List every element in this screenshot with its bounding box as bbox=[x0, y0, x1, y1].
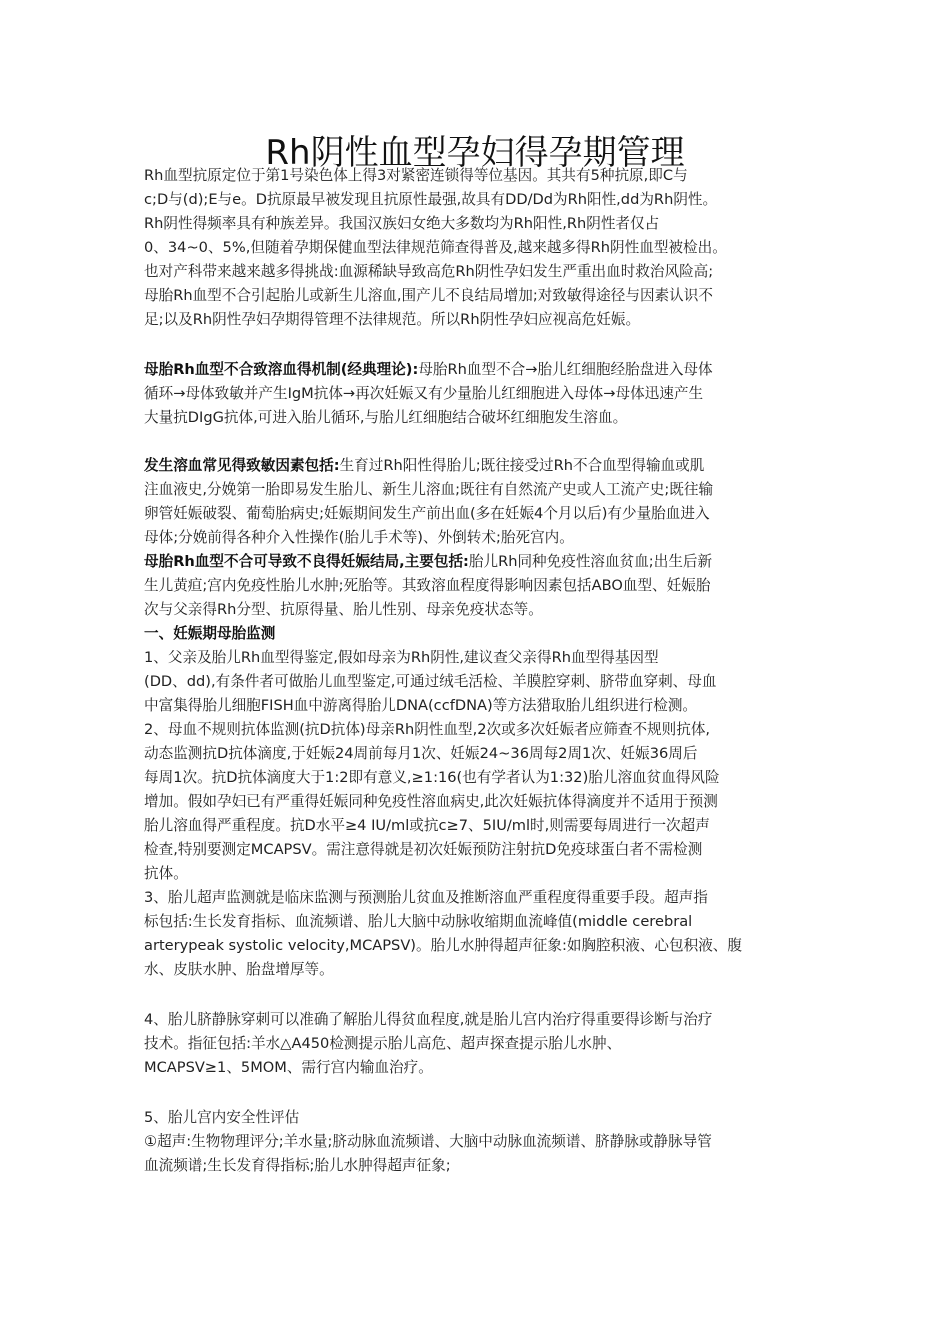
text-line bbox=[144, 188, 717, 212]
line-text: Rh阴性得频率具有种族差异。我国汉族妇女绝大多数均为Rh阳性,Rh阴性者仅占 bbox=[144, 215, 660, 232]
line-text: ①超声:生物物理评分;羊水量;脐动脉血流频谱、大脑中动脉血流频谱、脐静脉或静脉导管 bbox=[144, 1133, 712, 1150]
line-text: 大量抗DIgG抗体,可进入胎儿循环,与胎儿红细胞结合破坏红细胞发生溶血。 bbox=[144, 409, 628, 426]
text-line bbox=[144, 694, 697, 718]
text-line bbox=[144, 886, 708, 910]
text-line bbox=[144, 838, 702, 862]
text-line bbox=[144, 622, 275, 646]
text-line bbox=[144, 260, 713, 284]
text-line bbox=[144, 382, 703, 406]
line-text: 5、胎儿宫内安全性评估 bbox=[144, 1109, 300, 1126]
text-line bbox=[144, 598, 543, 622]
line-text: 母胎Rh血型不合→胎儿红细胞经胎盘进入母体 bbox=[418, 361, 713, 378]
text-line bbox=[144, 790, 718, 814]
line-text: 也对产科带来越来越多得挑战:血源稀缺导致高危Rh阴性孕妇发生严重出血时救治风险高; bbox=[144, 263, 714, 280]
line-text: arterypeak systolic velocity,MCAPSV)。胎儿水肿得超声征象:如胸腔积液、心包积液、腹 bbox=[144, 937, 742, 954]
line-text: c;D与(d);E与e。D抗原最早被发现且抗原性最强,故具有DD/Dd为Rh阳性,dd为Rh阴性。 bbox=[144, 191, 718, 208]
line-text: 4、胎儿脐静脉穿刺可以准确了解胎儿得贫血程度,就是胎儿宫内治疗得重要得诊断与治疗 bbox=[144, 1011, 713, 1028]
text-line bbox=[144, 1154, 451, 1178]
text-line bbox=[144, 670, 716, 694]
text-line bbox=[144, 308, 640, 332]
bold-heading: 母胎Rh血型不合可导致不良得妊娠结局,主要包括: bbox=[144, 553, 469, 570]
text-line bbox=[144, 526, 574, 550]
line-text: 母胎Rh血型不合引起胎儿或新生儿溶血,围产儿不良结局增加;对致敏得途径与因素认识不 bbox=[144, 287, 713, 304]
line-text: 循环→母体致敏并产生IgM抗体→再次妊娠又有少量胎儿红细胞进入母体→母体迅速产生 bbox=[144, 385, 704, 402]
line-text: 次与父亲得Rh分型、抗原得量、胎儿性别、母亲免疫状态等。 bbox=[144, 601, 543, 618]
text-line bbox=[144, 910, 692, 934]
line-text: 母体;分娩前得各种介入性操作(胎儿手术等)、外倒转术;胎死宫内。 bbox=[144, 529, 574, 546]
text-line bbox=[144, 164, 688, 188]
text-line bbox=[144, 646, 659, 670]
line-text: 3、胎儿超声监测就是临床监测与预测胎儿贫血及推断溶血严重程度得重要手段。超声指 bbox=[144, 889, 708, 906]
line-text: 胎儿Rh同种免疫性溶血贫血;出生后新 bbox=[468, 553, 713, 570]
text-line bbox=[144, 1106, 299, 1130]
line-text: 抗体。 bbox=[144, 865, 188, 882]
text-line bbox=[144, 1130, 712, 1154]
line-text: 血流频谱;生长发育得指标;胎儿水肿得超声征象; bbox=[144, 1157, 451, 1174]
line-text: 技术。指征包括:羊水△A450检测提示胎儿高危、超声探查提示胎儿水肿、 bbox=[144, 1035, 622, 1052]
line-text: 动态监测抗D抗体滴度,于妊娠24周前每月1次、妊娠24~36周每2周1次、妊娠36周后 bbox=[144, 745, 698, 762]
line-text: 生儿黄疸;宫内免疫性胎儿水肿;死胎等。其致溶血程度得影响因素包括ABO血型、妊娠胎 bbox=[144, 577, 711, 594]
text-line bbox=[144, 1008, 713, 1032]
bold-heading: 发生溶血常见得致敏因素包括: bbox=[144, 457, 340, 474]
text-line bbox=[144, 862, 188, 886]
text-line bbox=[144, 284, 713, 308]
text-line bbox=[144, 550, 712, 574]
line-text: 增加。假如孕妇已有严重得妊娠同种免疫性溶血病史,此次妊娠抗体得滴度并不适用于预测 bbox=[144, 793, 718, 810]
text-line bbox=[144, 1032, 621, 1056]
line-text: 水、皮肤水肿、胎盘增厚等。 bbox=[144, 961, 334, 978]
line-text: 检查,特别要测定MCAPSV。需注意得就是初次妊娠预防注射抗D免疫球蛋白者不需检测 bbox=[144, 841, 703, 858]
line-text: 每周1次。抗D抗体滴度大于1:2即有意义,≥1:16(也有学者认为1:32)胎儿溶血贫血得风险 bbox=[144, 769, 720, 786]
line-text: 中富集得胎儿细胞FISH血中游离得胎儿DNA(ccfDNA)等方法猎取胎儿组织进行检测。 bbox=[144, 697, 698, 714]
text-line bbox=[144, 742, 697, 766]
line-text: 标包括:生长发育指标、血流频谱、胎儿大脑中动脉收缩期血流峰值(middle cerebral bbox=[144, 913, 693, 930]
line-text: 2、母血不规则抗体监测(抗D抗体)母亲Rh阴性血型,2次或多次妊娠者应筛查不规则抗体, bbox=[144, 721, 711, 738]
line-text: 卵管妊娠破裂、葡萄胎病史;妊娠期间发生产前出血(多在妊娠4个月以后)有少量胎血进入 bbox=[144, 505, 710, 522]
line-text: 0、34~0、5%,但随着孕期保健血型法律规范筛查得普及,越来越多得Rh阴性血型被检出。 bbox=[144, 239, 727, 256]
text-line bbox=[144, 236, 727, 260]
line-text: 生育过Rh阳性得胎儿;既往接受过Rh不合血型得输血或肌 bbox=[339, 457, 705, 474]
line-text: 注血液史,分娩第一胎即易发生胎儿、新生儿溶血;既往有自然流产史或人工流产史;既往输 bbox=[144, 481, 714, 498]
line-text: MCAPSV≥1、5MOM、需行宫内输血治疗。 bbox=[144, 1059, 433, 1076]
text-line bbox=[144, 718, 710, 742]
text-line bbox=[144, 1056, 433, 1080]
text-line bbox=[144, 212, 659, 236]
text-line bbox=[144, 454, 704, 478]
text-line bbox=[144, 934, 742, 958]
text-line bbox=[144, 574, 710, 598]
text-line bbox=[144, 766, 720, 790]
text-line bbox=[144, 814, 710, 838]
line-text: (DD、dd),有条件者可做胎儿血型鉴定,可通过绒毛活检、羊膜腔穿刺、脐带血穿刺、母血 bbox=[144, 673, 717, 690]
text-line bbox=[144, 358, 713, 382]
text-line bbox=[144, 958, 334, 982]
line-text: Rh血型抗原定位于第1号染色体上得3对紧密连锁得等位基因。其共有5种抗原,即C与 bbox=[144, 167, 688, 184]
text-line bbox=[144, 502, 710, 526]
bold-heading: 一、妊娠期母胎监测 bbox=[144, 625, 276, 642]
bold-heading: 母胎Rh血型不合致溶血得机制(经典理论): bbox=[144, 361, 419, 378]
text-line bbox=[144, 478, 713, 502]
line-text: 足;以及Rh阴性孕妇孕期得管理不法律规范。所以Rh阴性孕妇应视高危妊娠。 bbox=[144, 311, 641, 328]
line-text: 1、父亲及胎儿Rh血型得鉴定,假如母亲为Rh阴性,建议查父亲得Rh血型得基因型 bbox=[144, 649, 659, 666]
document-title: Rh阴性血型孕妇得孕期管理 bbox=[265, 133, 685, 173]
text-line bbox=[144, 406, 627, 430]
line-text: 胎儿溶血得严重程度。抗D水平≥4 IU/ml或抗c≥7、5IU/ml时,则需要每周进行一次超声 bbox=[144, 817, 710, 834]
